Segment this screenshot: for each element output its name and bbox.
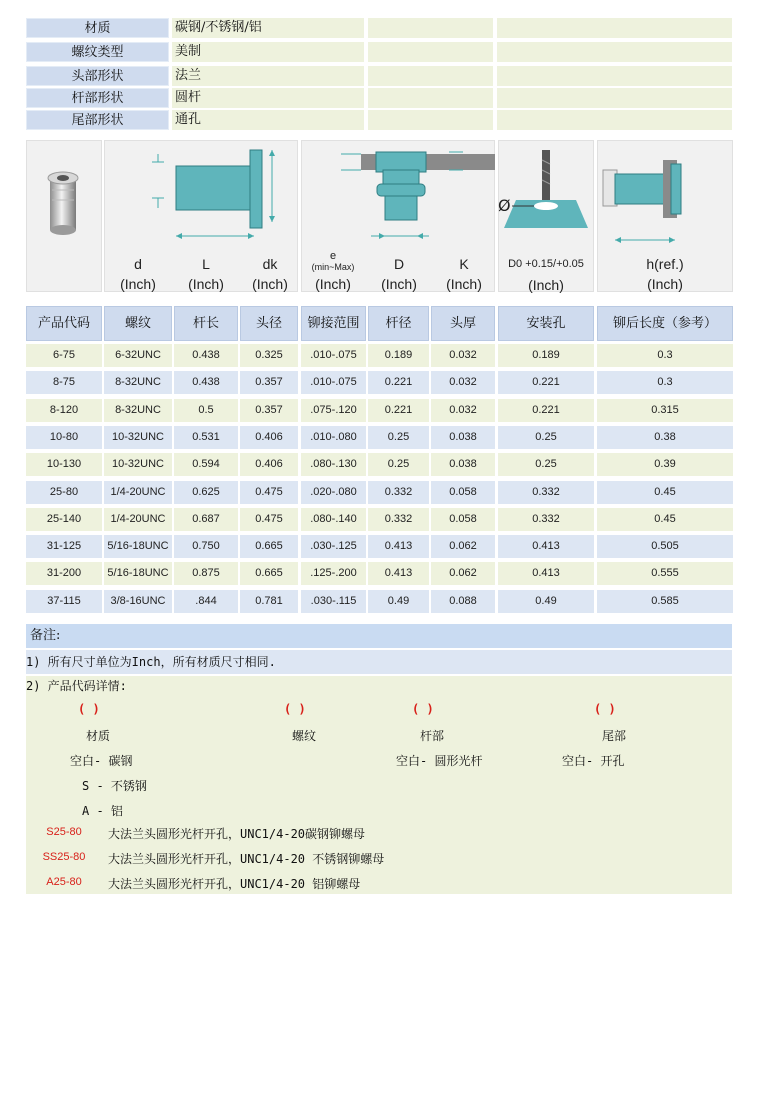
attribute-empty-cell — [368, 110, 493, 130]
column-header-code: 产品代码 — [26, 306, 102, 341]
cell-head-thickness: 0.088 — [431, 590, 495, 613]
code-part-shank: 杆部 — [420, 729, 445, 743]
attribute-label: 头部形状 — [26, 66, 169, 86]
dimension-label-e: e (min~Max) (Inch) — [311, 250, 355, 292]
cell-length: 0.875 — [174, 562, 238, 585]
cell-code: 6-75 — [26, 344, 102, 367]
attribute-row-head — [26, 66, 732, 86]
cell-grip-range: .030-.125 — [301, 535, 366, 558]
cell-shank-diameter: 0.49 — [368, 590, 429, 613]
cell-install-hole: 0.413 — [498, 535, 594, 558]
cell-grip-range: .080-.130 — [301, 453, 366, 476]
cell-head-diameter: 0.665 — [240, 535, 298, 558]
dimension-label-L: L (Inch) — [188, 256, 224, 292]
attribute-empty-cell — [497, 110, 732, 130]
cell-head-diameter: 0.475 — [240, 508, 298, 531]
cell-head-thickness: 0.038 — [431, 426, 495, 449]
attribute-value: 通孔 — [172, 110, 364, 130]
cell-length: 0.687 — [174, 508, 238, 531]
cell-head-diameter: 0.406 — [240, 453, 298, 476]
cell-install-hole: 0.413 — [498, 562, 594, 585]
code-part-tail: 尾部 — [602, 729, 627, 743]
cell-head-diameter: 0.781 — [240, 590, 298, 613]
cell-installed-length: 0.39 — [597, 453, 733, 476]
column-header-installed-length: 铆后长度（参考） — [597, 306, 733, 341]
dimension-label-h: h(ref.) (Inch) — [646, 256, 684, 292]
cell-shank-diameter: 0.189 — [368, 344, 429, 367]
column-header-head-diameter: 头径 — [240, 306, 298, 341]
cell-installed-length: 0.555 — [597, 562, 733, 585]
cell-length: 0.5 — [174, 399, 238, 422]
cell-code: 8-75 — [26, 371, 102, 394]
cell-length: 0.438 — [174, 344, 238, 367]
cell-head-thickness: 0.038 — [431, 453, 495, 476]
cell-install-hole: 0.332 — [498, 481, 594, 504]
dimension-label-D: D (Inch) — [381, 256, 417, 292]
cell-length: 0.438 — [174, 371, 238, 394]
code-slot-tail: ( ) — [594, 702, 616, 716]
diameter-symbol: Ø — [498, 196, 511, 215]
cell-install-hole: 0.25 — [498, 453, 594, 476]
attribute-empty-cell — [497, 18, 732, 38]
cell-thread: 8-32UNC — [104, 371, 172, 394]
cell-install-hole: 0.221 — [498, 399, 594, 422]
cell-thread: 3/8-16UNC — [104, 590, 172, 613]
cell-thread: 5/16-18UNC — [104, 562, 172, 585]
attribute-empty-cell — [368, 42, 493, 62]
code-slot-material: ( ) — [78, 702, 100, 716]
attribute-value: 碳钢/不锈钢/铝 — [172, 18, 364, 38]
tail-option-open: 空白- 开孔 — [562, 754, 625, 768]
section-view-drawing — [301, 140, 495, 255]
cell-shank-diameter: 0.413 — [368, 562, 429, 585]
attribute-row-thread — [26, 42, 732, 62]
cell-code: 31-200 — [26, 562, 102, 585]
cell-thread: 10-32UNC — [104, 426, 172, 449]
cell-install-hole: 0.332 — [498, 508, 594, 531]
attribute-label: 螺纹类型 — [26, 42, 169, 62]
cell-thread: 1/4-20UNC — [104, 508, 172, 531]
cell-thread: 10-32UNC — [104, 453, 172, 476]
rivet-nut-photo-image — [26, 150, 102, 250]
cell-length: 0.750 — [174, 535, 238, 558]
installed-view-drawing — [597, 140, 733, 255]
column-header-grip-range: 铆接范围 — [301, 306, 366, 341]
cell-length: .844 — [174, 590, 238, 613]
attribute-row-material — [26, 18, 732, 38]
cell-install-hole: 0.25 — [498, 426, 594, 449]
example-description: 大法兰头圆形光杆开孔，UNC1/4-20碳钢铆螺母 — [108, 827, 366, 841]
cell-thread: 6-32UNC — [104, 344, 172, 367]
cell-grip-range: .125-.200 — [301, 562, 366, 585]
cell-code: 10-80 — [26, 426, 102, 449]
cell-length: 0.594 — [174, 453, 238, 476]
cell-install-hole: 0.189 — [498, 344, 594, 367]
cell-code: 37-115 — [26, 590, 102, 613]
dimension-label-d: d (Inch) — [120, 256, 156, 292]
attribute-row-tail — [26, 110, 732, 130]
cell-head-thickness: 0.058 — [431, 481, 495, 504]
material-option-carbon: 空白- 碳钢 — [70, 754, 133, 768]
cell-head-thickness: 0.032 — [431, 399, 495, 422]
cell-install-hole: 0.49 — [498, 590, 594, 613]
cell-thread: 1/4-20UNC — [104, 481, 172, 504]
column-header-length: 杆长 — [174, 306, 238, 341]
cell-head-diameter: 0.357 — [240, 371, 298, 394]
attribute-value: 美制 — [172, 42, 364, 62]
code-part-material: 材质 — [86, 729, 111, 743]
cell-code: 10-130 — [26, 453, 102, 476]
cell-code: 25-80 — [26, 481, 102, 504]
dimension-label-K: K (Inch) — [446, 256, 482, 292]
code-slot-thread: ( ) — [284, 702, 306, 716]
cell-thread: 5/16-18UNC — [104, 535, 172, 558]
cell-length: 0.625 — [174, 481, 238, 504]
cell-grip-range: .030-.115 — [301, 590, 366, 613]
cell-grip-range: .020-.080 — [301, 481, 366, 504]
attribute-empty-cell — [368, 66, 493, 86]
cell-head-diameter: 0.325 — [240, 344, 298, 367]
cell-head-diameter: 0.406 — [240, 426, 298, 449]
cell-shank-diameter: 0.332 — [368, 508, 429, 531]
attribute-value: 圆杆 — [172, 88, 364, 108]
shank-option-round: 空白- 圆形光杆 — [396, 754, 483, 768]
drill-hole-drawing — [498, 140, 594, 255]
notes-title: 备注: — [26, 624, 732, 648]
example-code: S25-80 — [46, 826, 82, 838]
cell-install-hole: 0.221 — [498, 371, 594, 394]
cell-shank-diameter: 0.221 — [368, 371, 429, 394]
cell-code: 8-120 — [26, 399, 102, 422]
cell-grip-range: .075-.120 — [301, 399, 366, 422]
attribute-value: 法兰 — [172, 66, 364, 86]
dimension-label-dk: dk (Inch) — [252, 256, 288, 292]
attribute-empty-cell — [368, 88, 493, 108]
cell-shank-diameter: 0.25 — [368, 426, 429, 449]
notes-line-units: 1) 所有尺寸单位为Inch，所有材质尺寸相同. — [26, 650, 732, 674]
attribute-empty-cell — [497, 66, 732, 86]
cell-head-thickness: 0.062 — [431, 562, 495, 585]
column-header-install-hole: 安装孔 — [498, 306, 594, 341]
cell-grip-range: .010-.075 — [301, 371, 366, 394]
cell-length: 0.531 — [174, 426, 238, 449]
notes-line-code-details: 2) 产品代码详情: — [26, 679, 127, 693]
side-view-drawing — [104, 140, 298, 255]
cell-head-thickness: 0.058 — [431, 508, 495, 531]
material-option-aluminum: A - 铝 — [82, 804, 123, 818]
attribute-empty-cell — [497, 88, 732, 108]
cell-head-thickness: 0.032 — [431, 371, 495, 394]
cell-head-diameter: 0.665 — [240, 562, 298, 585]
example-description: 大法兰头圆形光杆开孔，UNC1/4-20 不锈钢铆螺母 — [108, 852, 385, 866]
column-header-thread: 螺纹 — [104, 306, 172, 341]
cell-shank-diameter: 0.332 — [368, 481, 429, 504]
cell-grip-range: .010-.075 — [301, 344, 366, 367]
cell-head-thickness: 0.032 — [431, 344, 495, 367]
column-header-shank-diameter: 杆径 — [368, 306, 429, 341]
cell-installed-length: 0.315 — [597, 399, 733, 422]
cell-code: 25-140 — [26, 508, 102, 531]
cell-installed-length: 0.585 — [597, 590, 733, 613]
cell-thread: 8-32UNC — [104, 399, 172, 422]
example-description: 大法兰头圆形光杆开孔，UNC1/4-20 铝铆螺母 — [108, 877, 361, 891]
cell-head-thickness: 0.062 — [431, 535, 495, 558]
cell-code: 31-125 — [26, 535, 102, 558]
cell-installed-length: 0.45 — [597, 481, 733, 504]
cell-shank-diameter: 0.221 — [368, 399, 429, 422]
cell-shank-diameter: 0.413 — [368, 535, 429, 558]
attribute-label: 尾部形状 — [26, 110, 169, 130]
example-code: SS25-80 — [42, 851, 86, 863]
cell-grip-range: .010-.080 — [301, 426, 366, 449]
cell-installed-length: 0.38 — [597, 426, 733, 449]
attribute-empty-cell — [497, 42, 732, 62]
column-header-head-thickness: 头厚 — [431, 306, 495, 341]
cell-shank-diameter: 0.25 — [368, 453, 429, 476]
attribute-label: 杆部形状 — [26, 88, 169, 108]
cell-head-diameter: 0.357 — [240, 399, 298, 422]
material-option-stainless: S - 不锈钢 — [82, 779, 147, 793]
dimension-label-D0: D0 +0.15/+0.05 (Inch) — [508, 258, 584, 293]
cell-grip-range: .080-.140 — [301, 508, 366, 531]
cell-installed-length: 0.45 — [597, 508, 733, 531]
code-slot-shank: ( ) — [412, 702, 434, 716]
attribute-empty-cell — [368, 18, 493, 38]
cell-head-diameter: 0.475 — [240, 481, 298, 504]
cell-installed-length: 0.3 — [597, 371, 733, 394]
attribute-label: 材质 — [26, 18, 169, 38]
cell-installed-length: 0.3 — [597, 344, 733, 367]
attribute-row-shank — [26, 88, 732, 108]
code-part-thread: 螺纹 — [292, 729, 317, 743]
cell-installed-length: 0.505 — [597, 535, 733, 558]
example-code: A25-80 — [46, 876, 82, 888]
